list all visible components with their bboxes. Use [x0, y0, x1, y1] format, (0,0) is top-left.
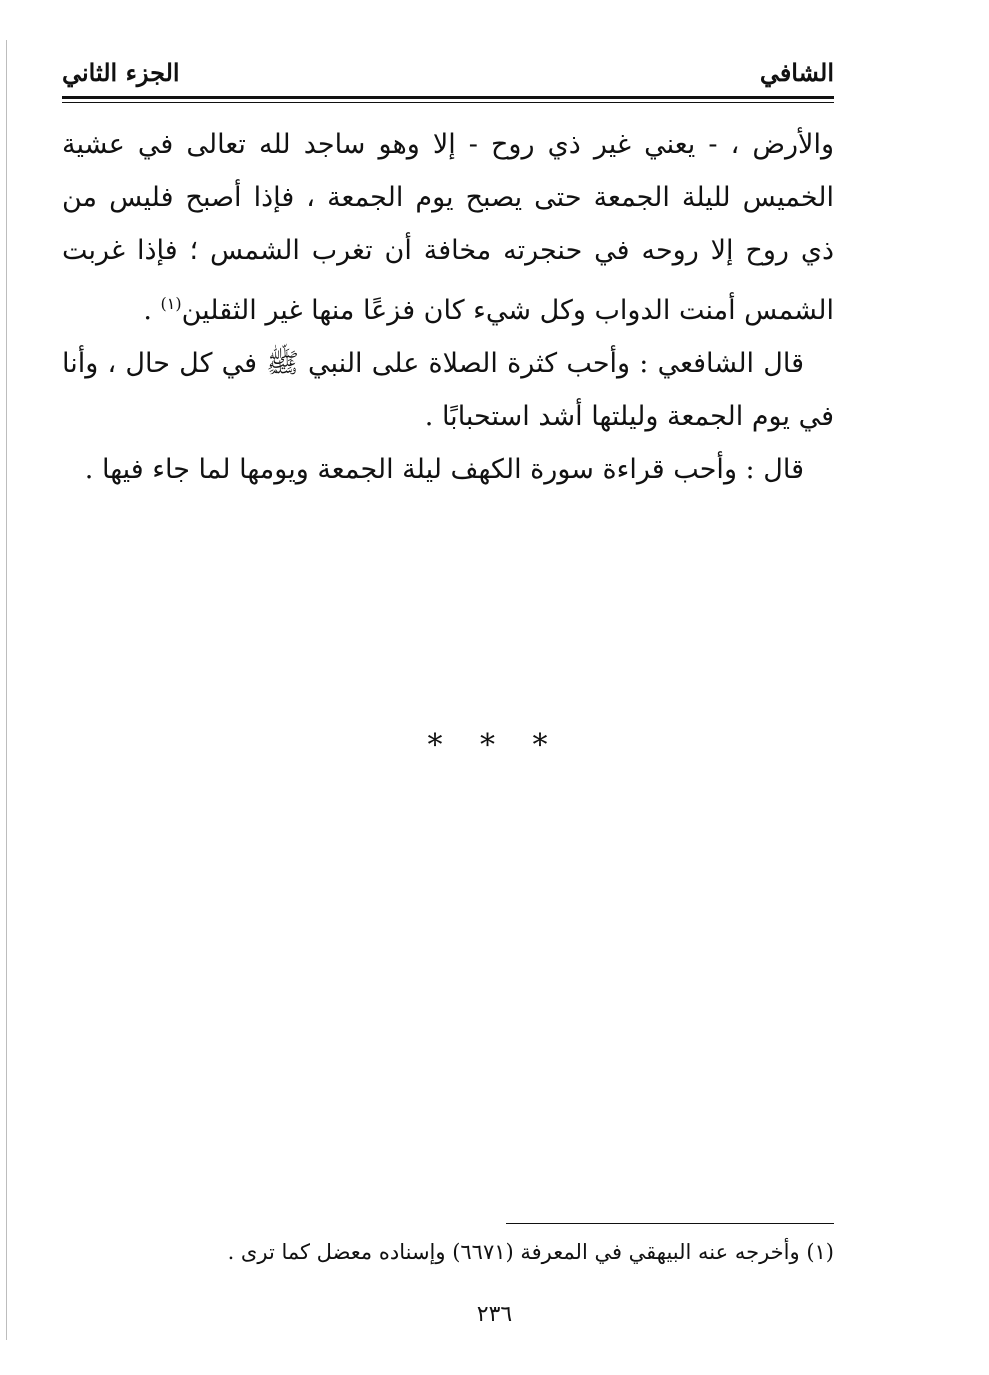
paragraph-2: قال الشافعي : وأحب كثرة الصلاة على النبي ﷺ في كل حال ، وأنا في يوم الجمعة وليلتها أشد استحبابًا . — [62, 348, 834, 432]
running-header — [62, 58, 834, 92]
footnote-rule — [506, 1223, 834, 1224]
book-title: الشافي — [759, 58, 834, 87]
paragraph-3: قال : وأحب قراءة سورة الكهف ليلة الجمعة ويومها لما جاء فيها . — [84, 454, 804, 485]
paragraph-1 — [62, 118, 834, 337]
scan-edge-line — [6, 40, 7, 1340]
volume-label: الجزء الثاني — [62, 58, 180, 87]
paragraph-1-end: . — [143, 295, 161, 326]
paragraph-1-text: والأرض ، - يعني غير ذي روح - إلا وهو ساجد لله تعالى في عشية الخميس لليلة الجمعة حتى يصبح يوم الجمعة ، فإذا أصبح فليس من ذي روح إلا روحه في حنجرته مخافة أن تغرب الشمس ؛ فإذا غربت الشمس أمنت الدواب وكل شيء كان فزعًا منها غير الثقلين — [62, 129, 834, 326]
section-separator: * * * — [427, 728, 562, 763]
header-rule — [62, 96, 834, 103]
page-number: ٢٣٦ — [476, 1302, 513, 1327]
main-text — [62, 118, 834, 496]
footnote-ref: (١) — [160, 294, 182, 313]
footnote: (١) وأخرجه عنه البيهقي في المعرفة (٦٦٧١) وإسناده معضل كما ترى . — [227, 1240, 834, 1264]
